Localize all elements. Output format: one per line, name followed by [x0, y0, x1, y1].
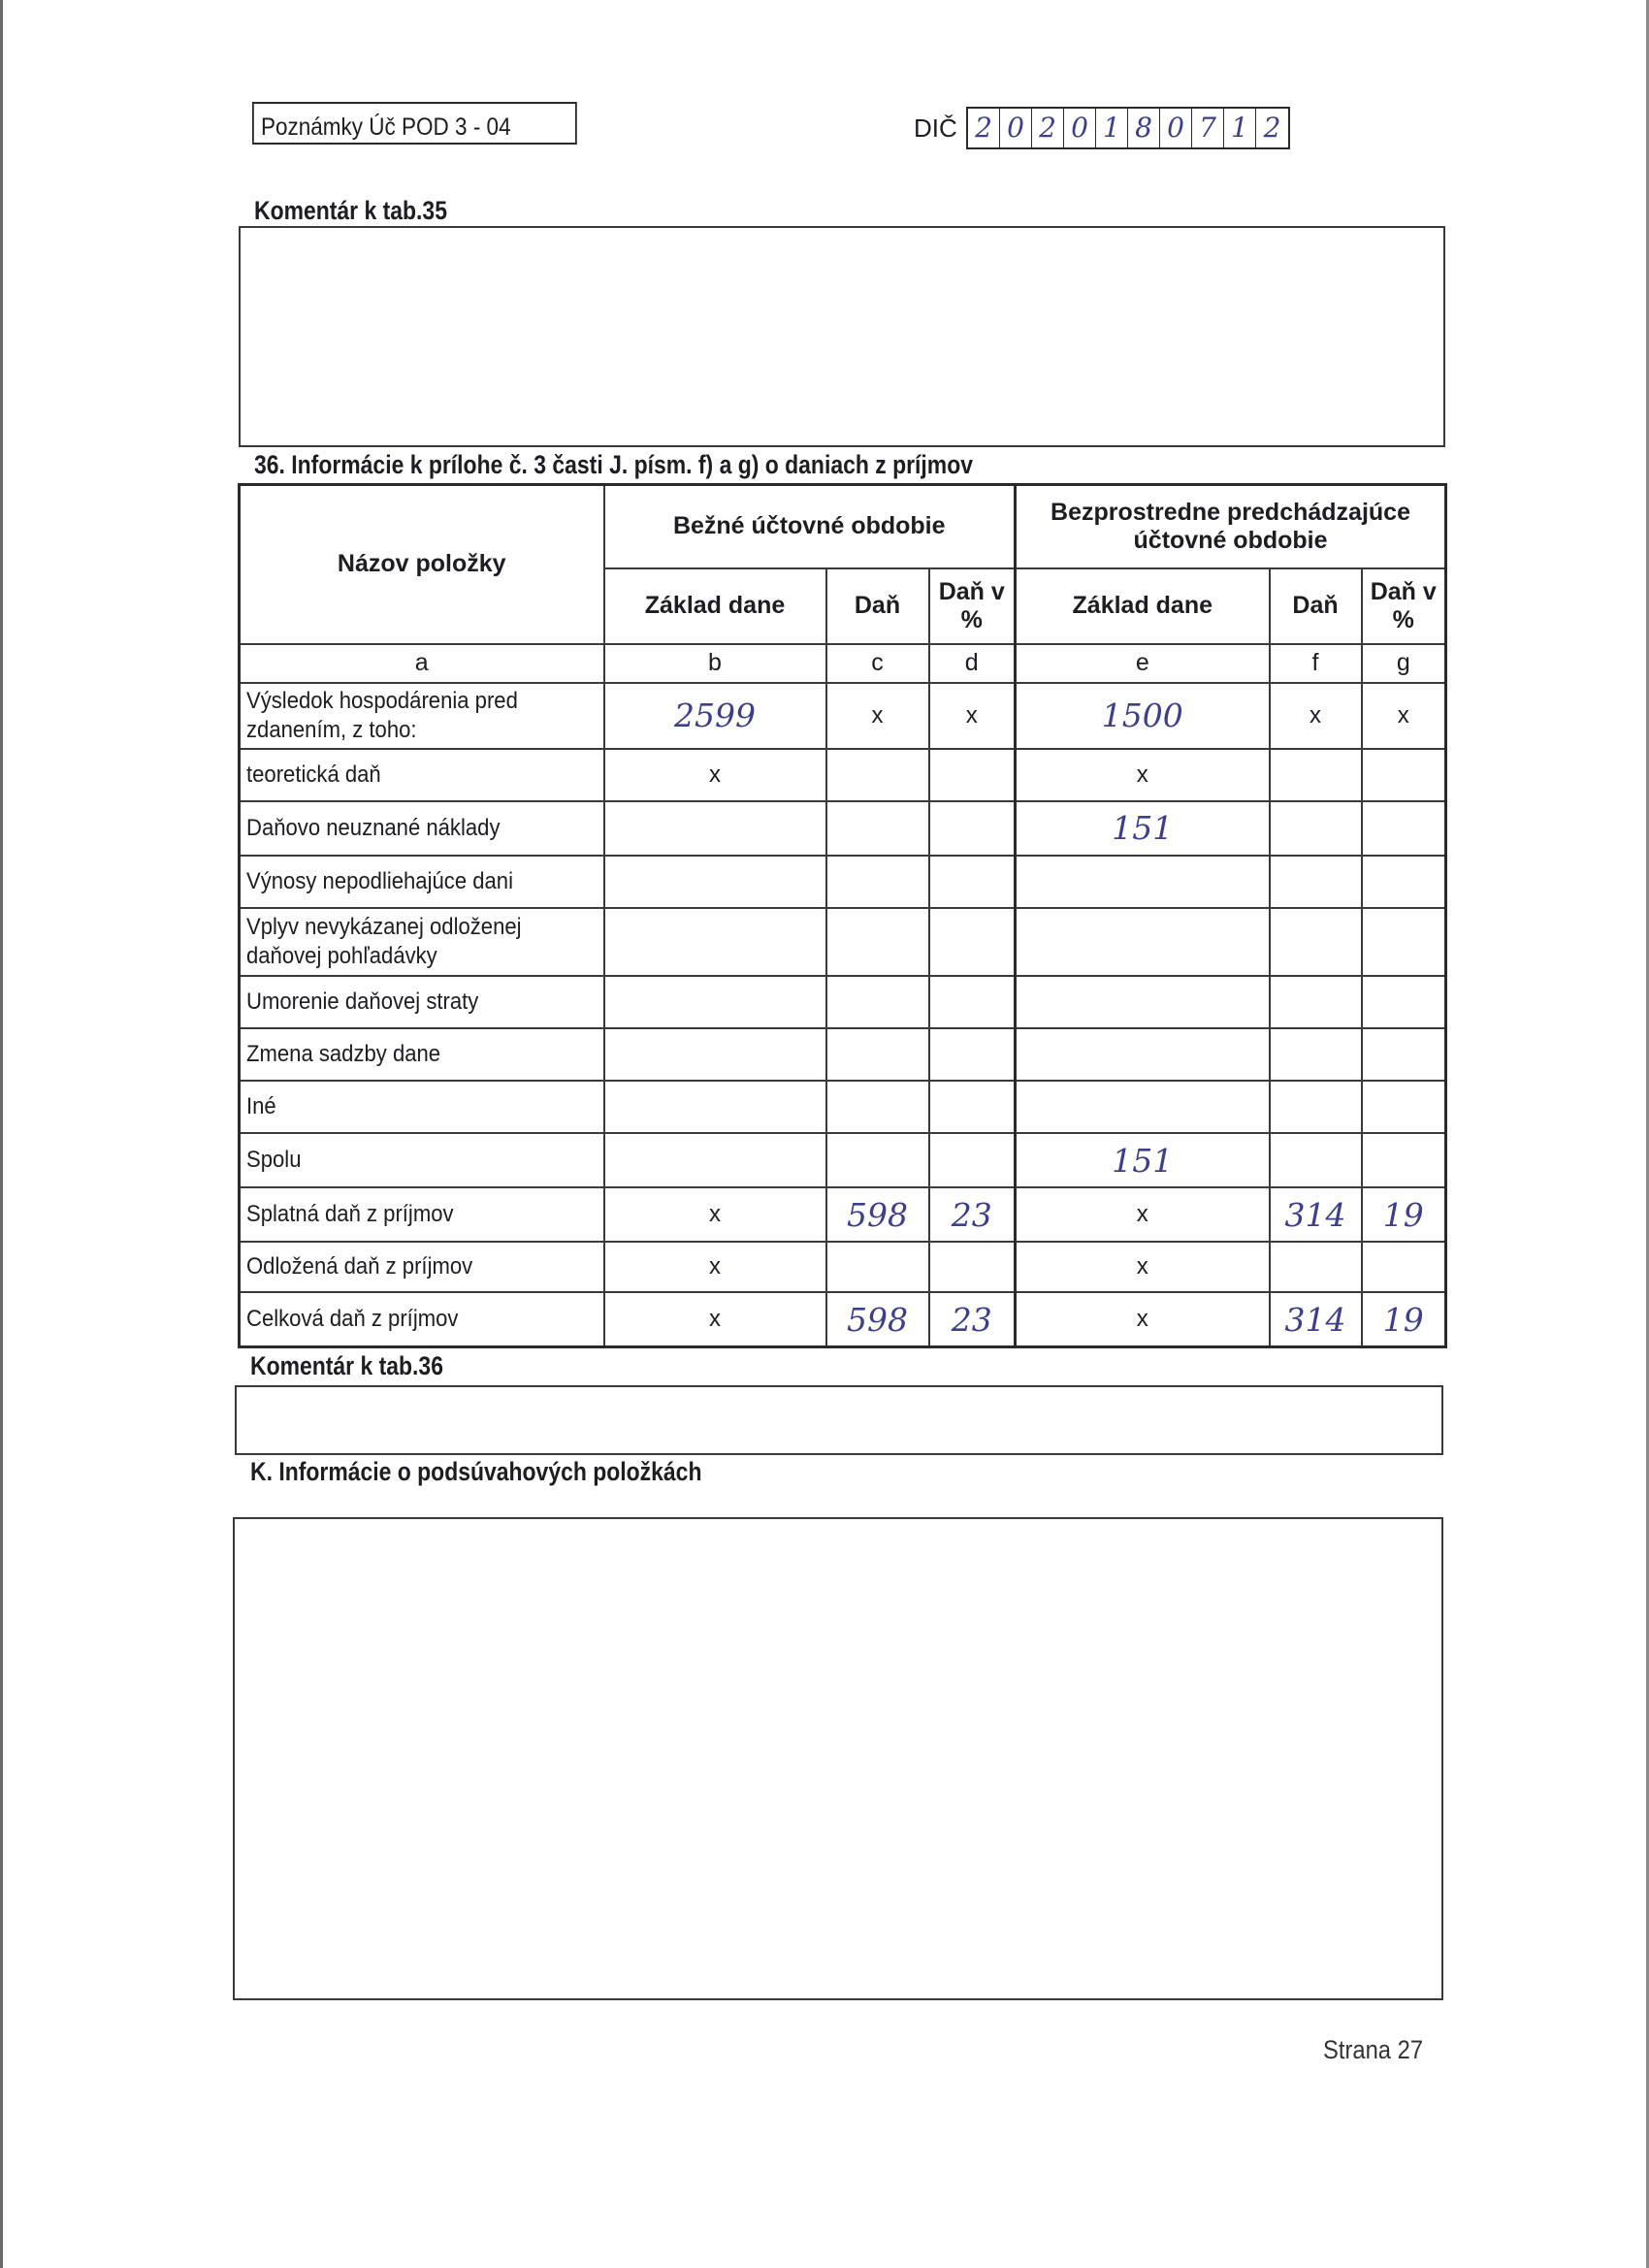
col-group-previous: Bezprostredne predchádzajúce účtovné obdobie	[1016, 485, 1446, 568]
cell	[929, 1028, 1016, 1081]
handwritten-value: 19	[1382, 1195, 1424, 1234]
handwritten-value: 1500	[1101, 697, 1183, 735]
cell	[1270, 749, 1362, 801]
cell	[826, 856, 929, 908]
cell: x	[1016, 1187, 1270, 1242]
handwritten-value: 2599	[674, 697, 756, 735]
cell	[1362, 1081, 1446, 1133]
table-row	[240, 1242, 1446, 1292]
dic-digit: 8	[1128, 109, 1160, 147]
cell	[1270, 1028, 1362, 1081]
cell	[826, 1133, 929, 1187]
cell	[1016, 908, 1270, 976]
cell	[604, 801, 826, 856]
handwritten-value: 151	[1112, 1141, 1174, 1180]
cell	[826, 976, 929, 1028]
cell: x	[1362, 683, 1446, 749]
col-header-tax: Daň	[1270, 568, 1362, 644]
cell	[1270, 1133, 1362, 1187]
handwritten-value: 23	[951, 1195, 992, 1234]
comment-35-title: Komentár k tab.35	[254, 196, 447, 225]
cell	[604, 908, 826, 976]
cell	[826, 749, 929, 801]
cell: x	[1270, 683, 1362, 749]
dic-digit: 7	[1192, 109, 1224, 147]
cell: x	[1016, 1242, 1270, 1292]
cell	[929, 1133, 1016, 1187]
row-label: Celková daň z príjmov	[246, 1306, 459, 1333]
cell	[1270, 1242, 1362, 1292]
cell	[1362, 1242, 1446, 1292]
cell	[1270, 801, 1362, 856]
col-header-tax: Daň	[826, 568, 929, 644]
handwritten-value: 314	[1284, 1300, 1346, 1339]
row-label: Iné	[246, 1093, 276, 1120]
row-label: Výnosy nepodliehajúce dani	[246, 867, 513, 894]
dic-label: DIČ	[914, 113, 957, 143]
section-k-box	[233, 1517, 1443, 2000]
cell	[929, 749, 1016, 801]
table-row	[240, 801, 1446, 856]
col-letter: g	[1362, 644, 1446, 683]
col-letter: d	[929, 644, 1016, 683]
col-letter: e	[1016, 644, 1270, 683]
cell	[1016, 1028, 1270, 1081]
col-letter: f	[1270, 644, 1362, 683]
cell	[826, 1081, 929, 1133]
handwritten-value: 598	[847, 1300, 908, 1339]
col-letter: c	[826, 644, 929, 683]
cell	[604, 1028, 826, 1081]
cell	[1362, 1028, 1446, 1081]
row-label: Umorenie daňovej straty	[246, 988, 479, 1016]
cell	[929, 801, 1016, 856]
cell	[826, 1242, 929, 1292]
handwritten-value: 314	[1284, 1195, 1346, 1234]
cell	[1362, 908, 1446, 976]
table-row	[240, 749, 1446, 801]
cell	[1016, 856, 1270, 908]
table-row	[240, 1081, 1446, 1133]
row-label: Daňovo neuznané náklady	[246, 814, 501, 841]
cell	[604, 1133, 826, 1187]
section-36-title: 36. Informácie k prílohe č. 3 časti J. písm. f) a g) o daniach z príjmov	[254, 450, 974, 479]
cell	[826, 801, 929, 856]
tax-table	[238, 483, 1447, 1348]
table-row	[240, 1187, 1446, 1242]
cell: x	[1016, 749, 1270, 801]
form-code-box: Poznámky Úč POD 3 - 04	[252, 102, 577, 145]
dic-digit: 2	[968, 109, 1000, 147]
col-letter: a	[240, 644, 604, 683]
cell	[1270, 908, 1362, 976]
dic-digit-boxes	[966, 107, 1290, 149]
comment-35-box	[239, 226, 1445, 447]
comment-36-title: Komentár k tab.36	[250, 1351, 443, 1380]
cell	[1270, 1081, 1362, 1133]
cell	[1016, 976, 1270, 1028]
cell: x	[604, 1292, 826, 1346]
cell	[1362, 1133, 1446, 1187]
page-number: Strana 27	[1323, 2035, 1424, 2064]
scan-edge-left	[0, 0, 3, 2268]
cell: x	[604, 1187, 826, 1242]
row-label: Splatná daň z príjmov	[246, 1201, 454, 1228]
col-header-base: Základ dane	[604, 568, 826, 644]
cell: x	[826, 683, 929, 749]
dic-digit: 0	[1000, 109, 1032, 147]
cell	[1270, 976, 1362, 1028]
col-group-current: Bežné účtovné obdobie	[604, 485, 1016, 568]
cell	[826, 1028, 929, 1081]
cell	[929, 856, 1016, 908]
cell: x	[604, 1242, 826, 1292]
cell: x	[1016, 1292, 1270, 1346]
col-letter: b	[604, 644, 826, 683]
cell	[1270, 856, 1362, 908]
section-k-title: K. Informácie o podsúvahových položkách	[250, 1457, 702, 1486]
table-row	[240, 683, 1446, 749]
cell	[929, 908, 1016, 976]
cell	[929, 976, 1016, 1028]
col-header-base: Základ dane	[1016, 568, 1270, 644]
cell	[929, 1242, 1016, 1292]
cell	[1362, 856, 1446, 908]
table-row	[240, 908, 1446, 976]
cell	[604, 1081, 826, 1133]
cell	[604, 976, 826, 1028]
row-label: Spolu	[246, 1147, 302, 1174]
table-row	[240, 1133, 1446, 1187]
dic-digit: 2	[1263, 112, 1281, 144]
dic-digit: 0	[1160, 109, 1192, 147]
col-header-item: Názov položky	[240, 485, 604, 644]
dic-digit: 1	[1224, 109, 1256, 147]
handwritten-value: 19	[1382, 1300, 1424, 1339]
cell: x	[929, 683, 1016, 749]
row-label: Zmena sadzby dane	[246, 1041, 441, 1068]
cell	[826, 908, 929, 976]
comment-36-box	[235, 1385, 1443, 1455]
col-header-tax-pct: Daň v %	[1362, 568, 1446, 644]
row-label: Vplyv nevykázanej odloženej daňovej pohľadávky	[246, 913, 522, 969]
col-header-tax-pct: Daň v %	[929, 568, 1016, 644]
cell	[1362, 749, 1446, 801]
row-label: Výsledok hospodárenia pred zdanením, z toho:	[246, 687, 518, 743]
table-row	[240, 856, 1446, 908]
dic-digit: 2	[1032, 109, 1064, 147]
cell	[1362, 801, 1446, 856]
table-row	[240, 1292, 1446, 1346]
table-row	[240, 976, 1446, 1028]
row-label: teoretická daň	[246, 761, 381, 788]
handwritten-value: 23	[951, 1300, 992, 1339]
cell	[604, 856, 826, 908]
cell	[1016, 1081, 1270, 1133]
handwritten-value: 598	[847, 1195, 908, 1234]
dic-digit: 0	[1064, 109, 1096, 147]
cell	[1362, 976, 1446, 1028]
row-label: Odložená daň z príjmov	[246, 1253, 473, 1280]
cell: x	[604, 749, 826, 801]
table-row	[240, 1028, 1446, 1081]
cell	[929, 1081, 1016, 1133]
handwritten-value: 151	[1112, 809, 1174, 848]
dic-digit: 1	[1096, 109, 1128, 147]
